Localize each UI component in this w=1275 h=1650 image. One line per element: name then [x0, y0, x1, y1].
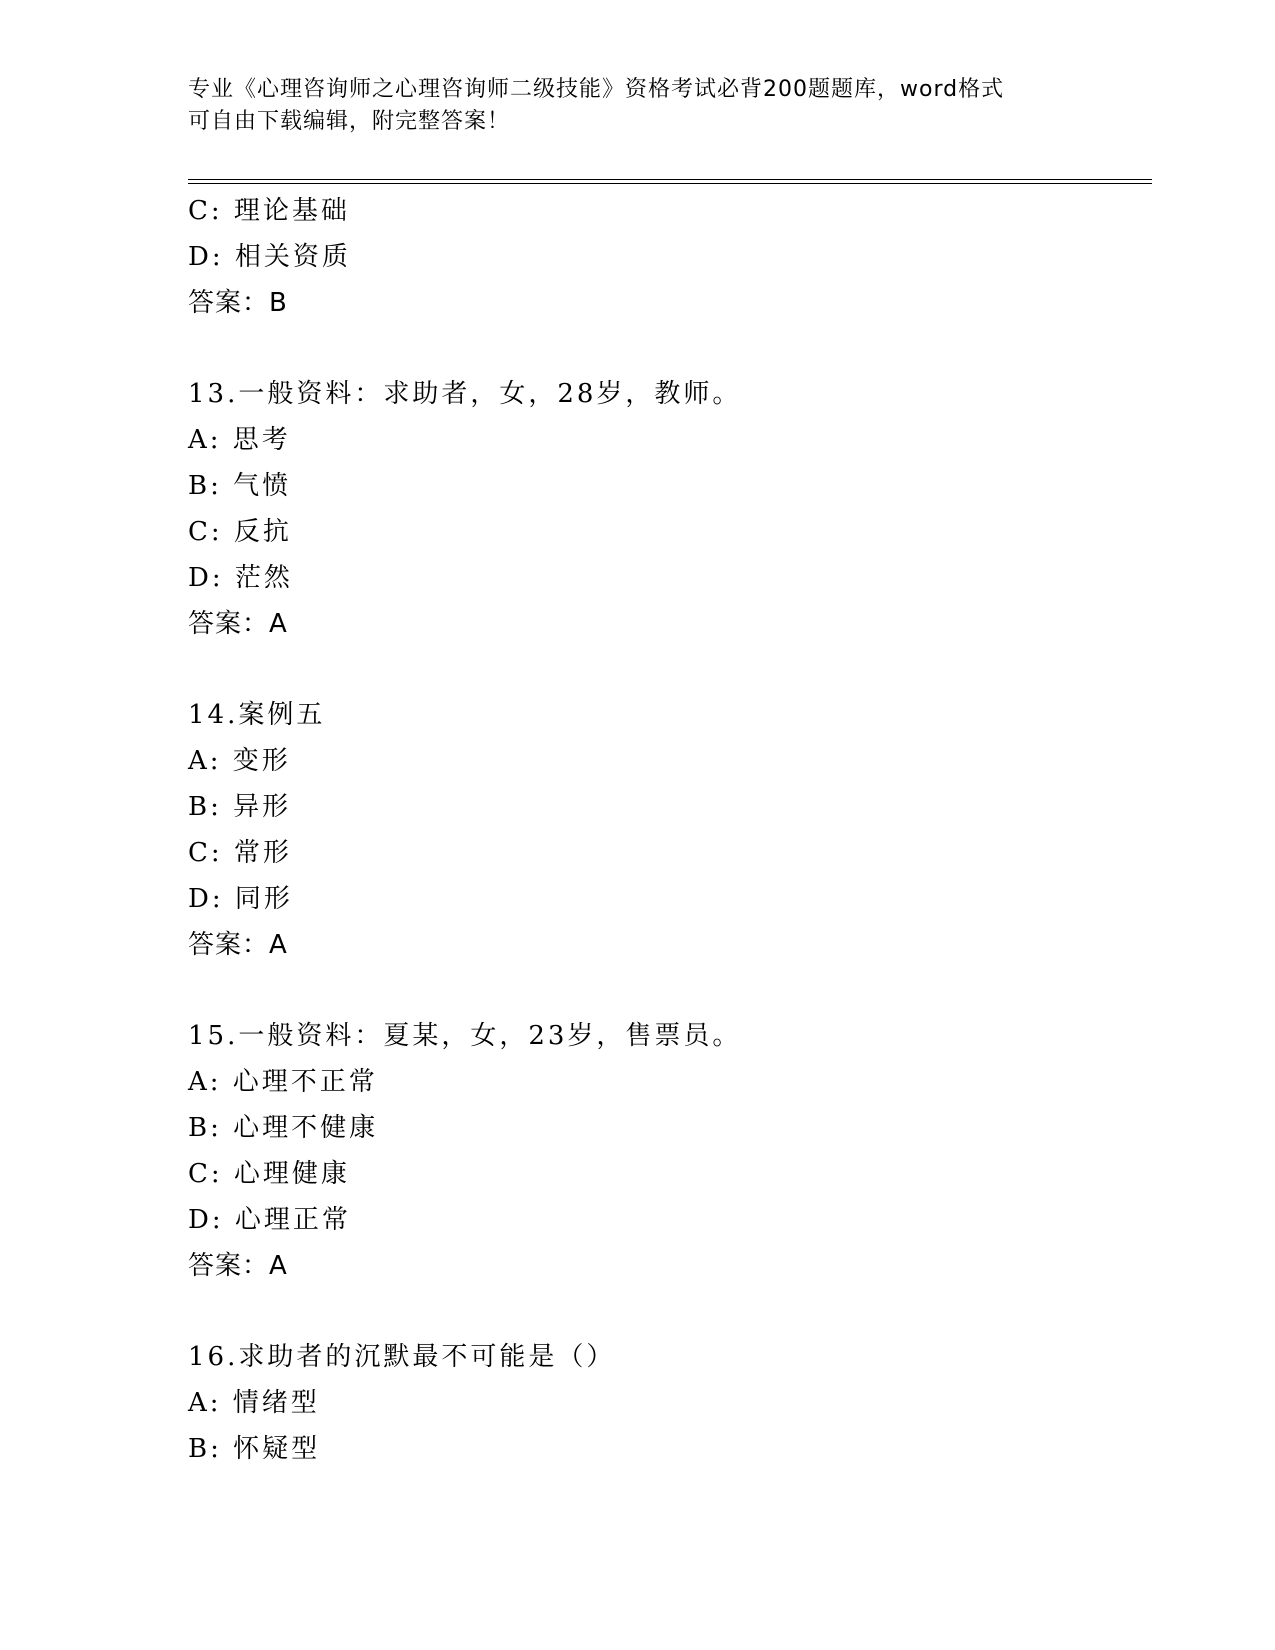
option-a: A: 思考 [188, 425, 291, 455]
answer-line: 答案：B [188, 288, 288, 318]
carryover-question [188, 188, 1152, 326]
option-d: D: 茫然 [188, 563, 293, 593]
option-d: D: 同形 [188, 884, 293, 914]
question-spacer [188, 647, 1152, 692]
option-c: C: 反抗 [188, 517, 292, 547]
header-divider-bottom [188, 183, 1152, 184]
option-d: D: 相关资质 [188, 242, 351, 272]
answer-line: 答案：A [188, 609, 288, 639]
option-b: B: 异形 [188, 792, 292, 822]
option-a: A: 情绪型 [188, 1388, 320, 1418]
option-b: B: 心理不健康 [188, 1113, 379, 1143]
option-a: A: 变形 [188, 746, 291, 776]
header-divider-top [188, 179, 1152, 180]
question-spacer [188, 1289, 1152, 1334]
question-spacer [188, 968, 1152, 1013]
option-b: B: 怀疑型 [188, 1434, 321, 1464]
question-13 [188, 371, 1152, 647]
question-stem: 14.案例五 [188, 700, 326, 730]
question-stem: 13.一般资料：求助者，女，28岁，教师。 [188, 379, 742, 409]
option-a: A: 心理不正常 [188, 1067, 378, 1097]
header-line-1: 专业《心理咨询师之心理咨询师二级技能》资格考试必背200题题库，word格式 [188, 77, 1005, 102]
option-c: C: 心理健康 [188, 1159, 350, 1189]
question-14 [188, 692, 1152, 968]
question-15 [188, 1013, 1152, 1289]
option-c: C: 常形 [188, 838, 292, 868]
option-b: B: 气愤 [188, 471, 292, 501]
header-line-2: 可自由下载编辑，附完整答案！ [188, 109, 511, 134]
question-spacer [188, 326, 1152, 371]
question-list [188, 188, 1152, 1472]
question-stem: 15.一般资料：夏某，女，23岁，售票员。 [188, 1021, 742, 1051]
document-header [188, 74, 1068, 138]
answer-line: 答案：A [188, 1251, 288, 1281]
answer-line: 答案：A [188, 930, 288, 960]
option-d: D: 心理正常 [188, 1205, 351, 1235]
option-c: C: 理论基础 [188, 196, 350, 226]
question-16 [188, 1334, 1152, 1472]
question-stem: 16.求助者的沉默最不可能是（） [188, 1342, 616, 1372]
